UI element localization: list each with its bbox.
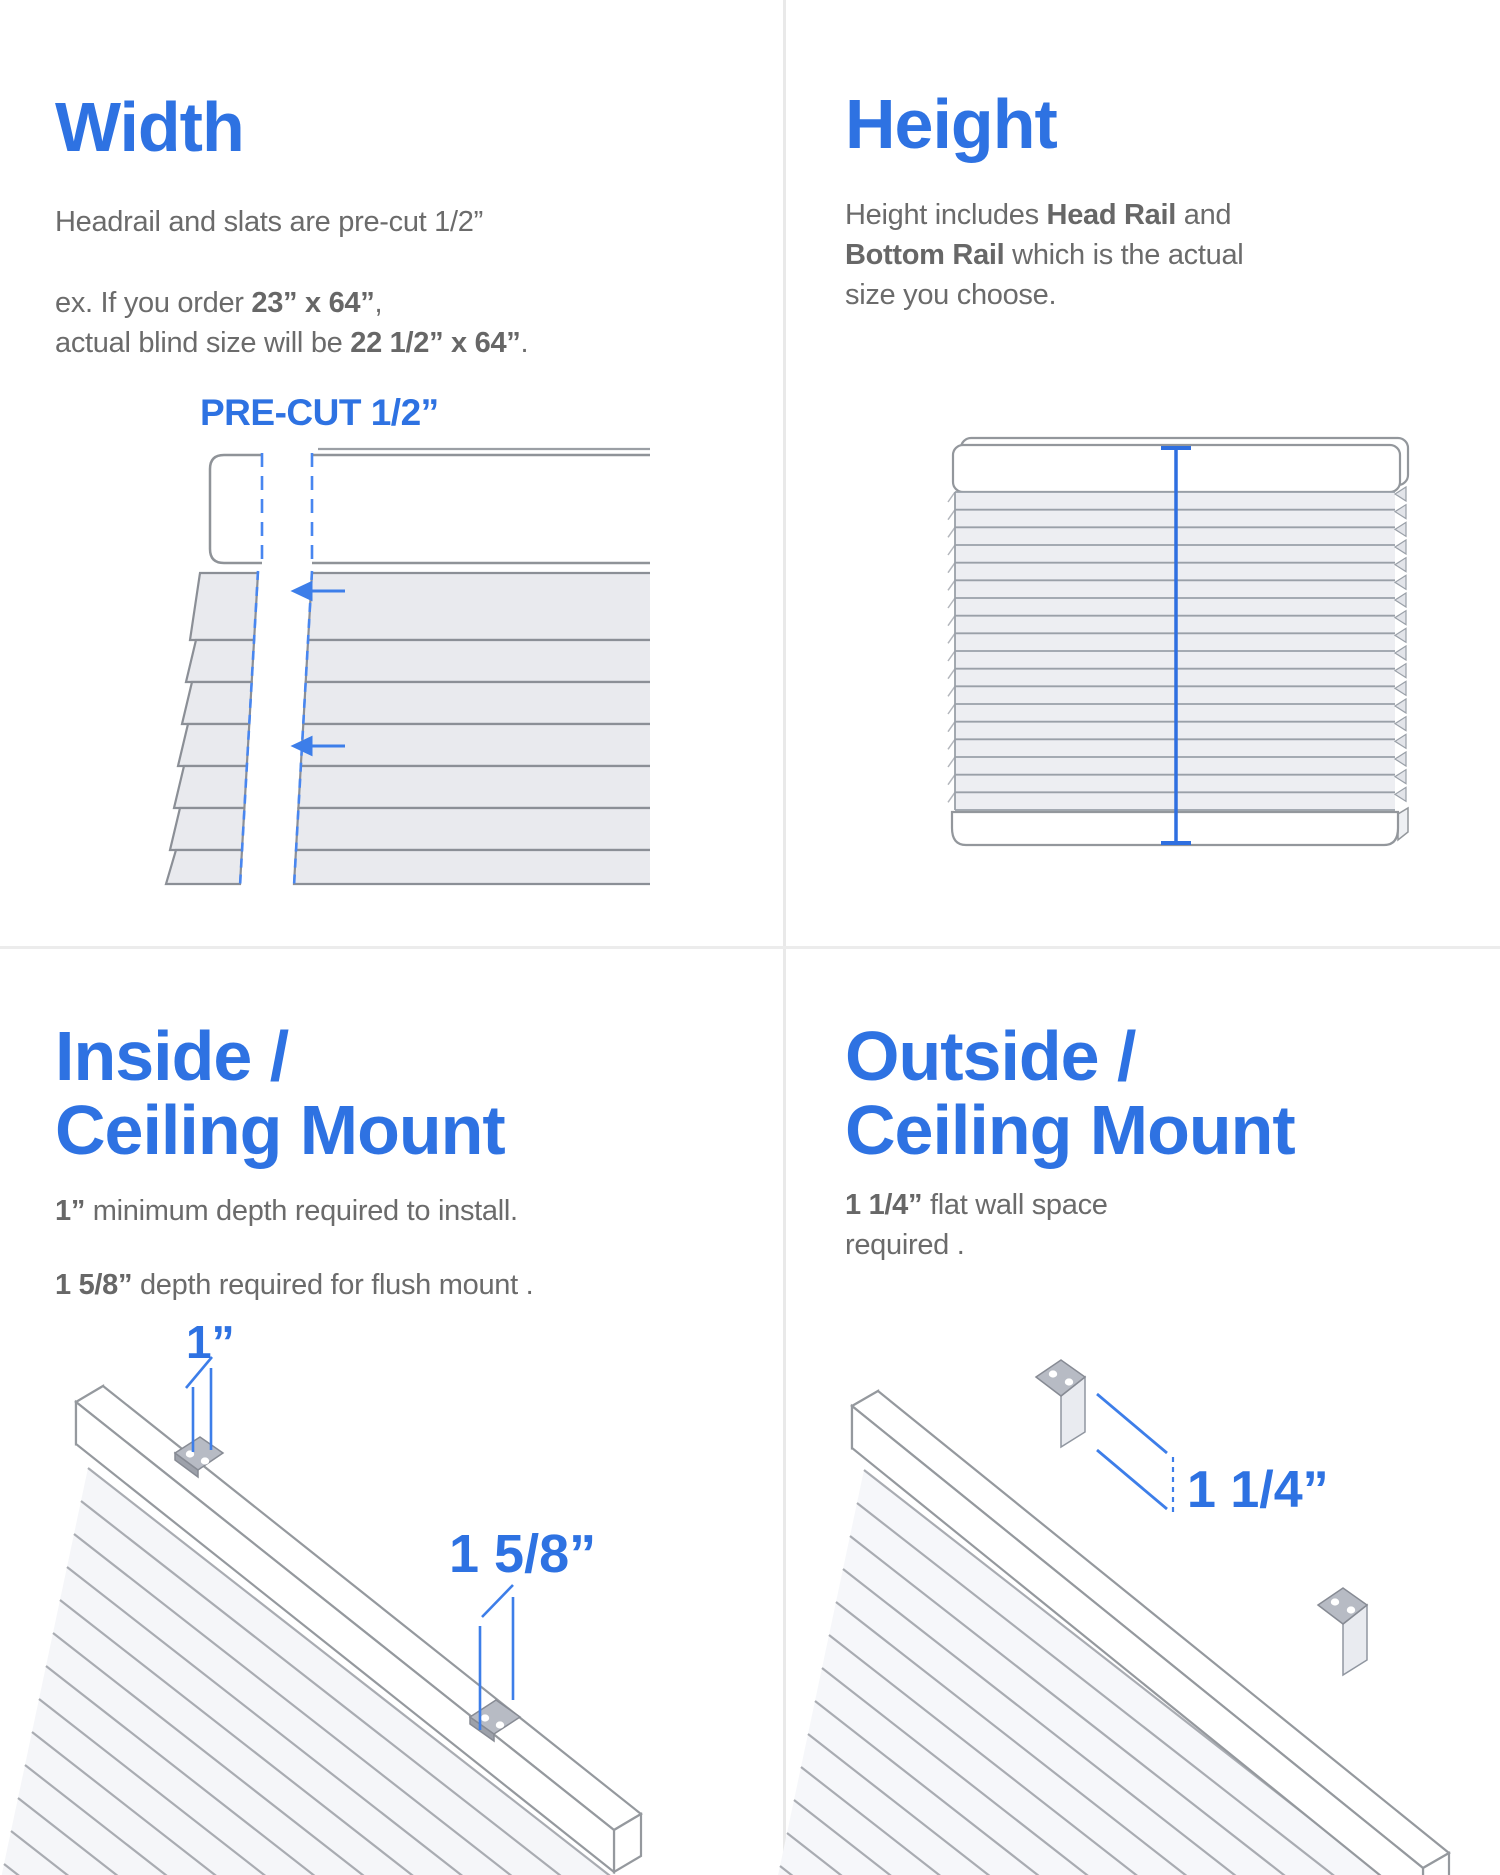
height-desc-line3: size you choose. [845,279,1057,311]
horizontal-divider [0,946,1500,949]
width-example [55,283,528,363]
inside-title-line1: Inside / [55,1017,289,1095]
inside-req1: 1” minimum depth required to install. [55,1195,518,1227]
inside-mount-title [55,1019,505,1167]
width-example-line2: actual blind size will be 22 1/2” x 64”. [55,327,529,359]
headrail-main-fill [312,456,650,562]
headrail-stub [210,455,262,563]
wall-bracket-2 [1318,1588,1367,1675]
inside-req2: 1 5/8” depth required for flush mount . [55,1269,534,1301]
height-desc-line2: Bottom Rail which is the actual [845,239,1244,271]
outside-req-line1: 1 1/4” flat wall space [845,1189,1108,1221]
width-title: Width [55,88,244,166]
bottom-rail-cap [1398,808,1408,840]
outside-mount-title [845,1019,1295,1167]
inside-title-line2: Ceiling Mount [55,1091,505,1169]
height-description [845,195,1243,315]
dim-label-114in: 1 1/4” [1187,1461,1329,1519]
width-example-line1: ex. If you order 23” x 64”, [55,287,383,319]
dim-label-158in: 1 5/8” [449,1524,597,1584]
outside-req-line2: required . [845,1229,965,1261]
inside-mount-diagram [0,1300,750,1875]
wall-bracket-1 [1036,1360,1085,1447]
stub-slats [166,573,258,884]
main-slats [294,573,650,884]
outside-mount-diagram [750,1300,1500,1875]
width-intro: Headrail and slats are pre-cut 1/2” [55,206,483,238]
height-desc-line1: Height includes Head Rail and [845,199,1232,231]
width-precut-diagram [120,440,650,900]
dim-label-1in: 1” [186,1316,235,1368]
height-measure-diagram [940,425,1420,855]
outside-req [845,1185,1108,1265]
height-title: Height [845,85,1057,163]
outside-title-line1: Outside / [845,1017,1136,1095]
outside-title-line2: Ceiling Mount [845,1091,1295,1169]
precut-label: PRE-CUT 1/2” [200,392,439,433]
dim-leader-114in [1097,1394,1173,1515]
